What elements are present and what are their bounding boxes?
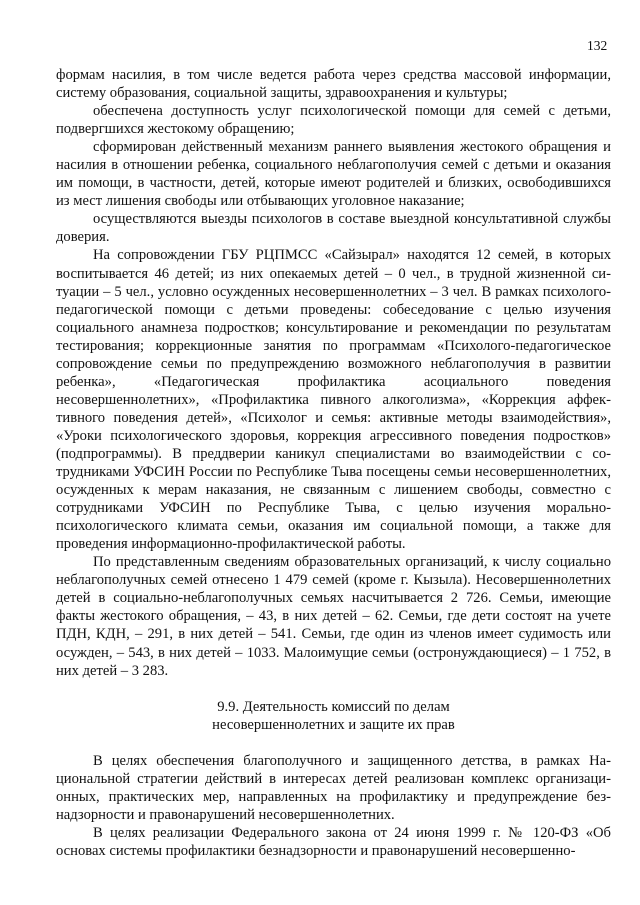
page-number: 132: [587, 38, 608, 53]
paragraph: На сопровождении ГБУ РЦПМСС «Сайзырал» находятся 12 семей, в которых воспитывается 46 детей; из них опекаемых детей – 0 чел., в трудной жизненной ситуации – 5 чел., условно осужденных несовершеннолетних – 3 чел. В рамках психолого-педагогической помощи с детьми проведены: собеседование с целью изучения социального анамнеза подростков; консультирование и рекомендации по результатам тестирования; коррекционные занятия по программам «Психолого-педагогическое сопровождение семьи по предупреждению возможного неблагополучия в развитии ребенка», «Педагогическая профилактика асоциального поведения несовершеннолетних», «Профилактика пивного алкоголизма», «Коррекция аффективного поведения детей», «Психолог и семья: активные методы взаимодействия», «Уроки психологического здоровья, коррекция агрессивного поведения подростков» (подпрограммы). В преддверии каникул специалистами во взаимодействии с сотрудниками УФСИН России по Республике Тыва посещены семьи несовершеннолетних, осужденных к мерам наказания, не связанным с лишением свободы, совместно с сотрудниками УФСИН по Республике Тыва, с целью изучения морально-психологического климата семьи, оказания им социальной помощи, а также для проведения информационно-профилактической работы.: [56, 247, 611, 553]
paragraph: осуществляются выезды психологов в составе выездной консультативной службы доверия.: [56, 211, 611, 246]
body-text: [56, 66, 611, 860]
section-heading: [56, 698, 611, 735]
paragraph: обеспечена доступность услуг психологической помощи для семей с детьми, подвергшихся жестокому обращению;: [56, 103, 611, 138]
paragraph: формам насилия, в том числе ведется работа через средства массовой информации, систему образования, социальной защиты, здравоохранения и культуры;: [56, 67, 611, 102]
paragraph: В целях обеспечения благополучного и защищенного детства, в рамках Национальной стратегии действий в интересах детей реализован комплекс организационных, практических мер, направленных на профилактику и предупреждение безнадзорности и правонарушений несовершеннолетних.: [56, 752, 611, 823]
paragraph: сформирован действенный механизм раннего выявления жестокого обращения и насилия в отношении ребенка, социального неблагополучия семей с детьми и оказания им помощи, в частности, детей, которые имеют родителей и близких, освободившихся из мест лишения свободы или отбывающих уголовное наказание;: [56, 139, 611, 210]
section-heading-line: несовершеннолетних и защите их прав: [212, 717, 455, 734]
paragraph: В целях реализации Федерального закона от 24 июня 1999 г. № 120-ФЗ «Об основах системы профилактики безнадзорности и правонарушений несовершенно-: [56, 824, 611, 859]
paragraph: По представленным сведениям образовательных организаций, к числу социально неблагополучных семей отнесено 1 479 семей (кроме г. Кызыла). Несовершеннолетних детей в социально-неблагополучных семьях насчитывается 2 726. Семьи, имеющие факты жестокого обращения, – 43, в них детей – 62. Семьи, где дети состоят на учете ПДН, КДН, – 291, в них детей – 541. Семьи, где один из членов имеет судимость или осужден, – 543, в них детей – 1033. Малоимущие семьи (остронуждающиеся) – 1 752, в них детей – 3 283.: [56, 554, 611, 679]
section-heading-line: 9.9. Деятельность комиссий по делам: [217, 698, 450, 715]
